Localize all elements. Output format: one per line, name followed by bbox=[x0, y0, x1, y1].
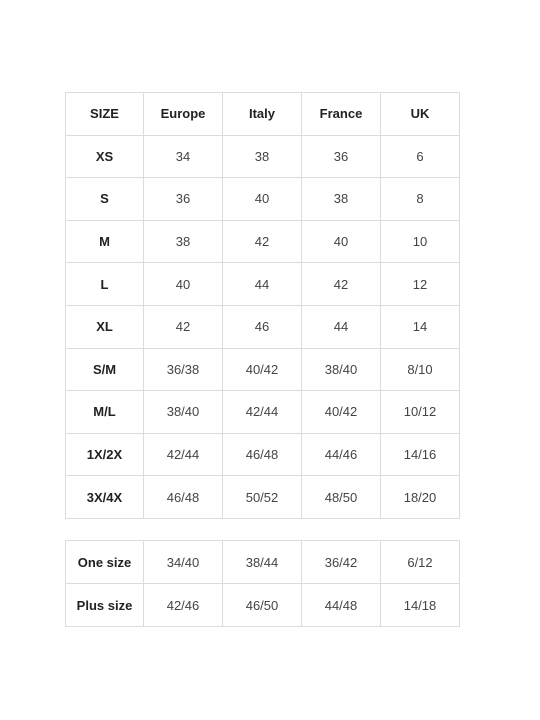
size-label-cell: XS bbox=[66, 135, 144, 178]
table-header-row bbox=[66, 93, 460, 136]
table-row bbox=[66, 541, 460, 584]
table-cell: 42 bbox=[144, 305, 223, 348]
table-cell: 46/48 bbox=[223, 433, 302, 476]
table-cell: 38/40 bbox=[144, 391, 223, 434]
table-cell: 40/42 bbox=[223, 348, 302, 391]
table-cell: 40 bbox=[302, 220, 381, 263]
special-sizes-body bbox=[66, 541, 460, 627]
table-row bbox=[66, 135, 460, 178]
table-cell: 38 bbox=[302, 178, 381, 221]
table-cell: 38/44 bbox=[223, 541, 302, 584]
table-cell: 8/10 bbox=[381, 348, 460, 391]
column-header: France bbox=[302, 93, 381, 136]
table-row bbox=[66, 584, 460, 627]
table-cell: 12 bbox=[381, 263, 460, 306]
table-row bbox=[66, 178, 460, 221]
table-cell: 14 bbox=[381, 305, 460, 348]
table-cell: 46/48 bbox=[144, 476, 223, 519]
table-cell: 34/40 bbox=[144, 541, 223, 584]
table-cell: 42 bbox=[302, 263, 381, 306]
table-cell: 36 bbox=[302, 135, 381, 178]
column-header: Italy bbox=[223, 93, 302, 136]
table-cell: 6/12 bbox=[381, 541, 460, 584]
size-label-cell: XL bbox=[66, 305, 144, 348]
table-cell: 14/18 bbox=[381, 584, 460, 627]
table-cell: 46 bbox=[223, 305, 302, 348]
table-row bbox=[66, 263, 460, 306]
table-cell: 40 bbox=[144, 263, 223, 306]
table-cell: 44 bbox=[302, 305, 381, 348]
table-cell: 42/44 bbox=[144, 433, 223, 476]
table-row bbox=[66, 476, 460, 519]
size-label-cell: M bbox=[66, 220, 144, 263]
size-label-cell: One size bbox=[66, 541, 144, 584]
table-cell: 40/42 bbox=[302, 391, 381, 434]
column-header: UK bbox=[381, 93, 460, 136]
table-cell: 44 bbox=[223, 263, 302, 306]
table-row bbox=[66, 305, 460, 348]
table-cell: 42/46 bbox=[144, 584, 223, 627]
size-label-cell: 1X/2X bbox=[66, 433, 144, 476]
table-cell: 18/20 bbox=[381, 476, 460, 519]
table-cell: 36/38 bbox=[144, 348, 223, 391]
size-label-cell: Plus size bbox=[66, 584, 144, 627]
table-cell: 38 bbox=[223, 135, 302, 178]
size-label-cell: M/L bbox=[66, 391, 144, 434]
special-sizes-table bbox=[65, 540, 460, 627]
table-cell: 48/50 bbox=[302, 476, 381, 519]
table-cell: 8 bbox=[381, 178, 460, 221]
table-cell: 50/52 bbox=[223, 476, 302, 519]
table-cell: 10 bbox=[381, 220, 460, 263]
table-cell: 6 bbox=[381, 135, 460, 178]
table-row bbox=[66, 391, 460, 434]
table-cell: 36/42 bbox=[302, 541, 381, 584]
table-row bbox=[66, 348, 460, 391]
size-label-cell: S/M bbox=[66, 348, 144, 391]
table-row bbox=[66, 433, 460, 476]
table-cell: 46/50 bbox=[223, 584, 302, 627]
table-cell: 38/40 bbox=[302, 348, 381, 391]
size-chart-body bbox=[66, 93, 460, 519]
table-cell: 40 bbox=[223, 178, 302, 221]
size-chart-table bbox=[65, 92, 460, 519]
table-cell: 10/12 bbox=[381, 391, 460, 434]
table-cell: 14/16 bbox=[381, 433, 460, 476]
table-cell: 44/46 bbox=[302, 433, 381, 476]
table-cell: 36 bbox=[144, 178, 223, 221]
column-header: Europe bbox=[144, 93, 223, 136]
size-label-cell: 3X/4X bbox=[66, 476, 144, 519]
table-cell: 44/48 bbox=[302, 584, 381, 627]
column-header: SIZE bbox=[66, 93, 144, 136]
table-cell: 34 bbox=[144, 135, 223, 178]
table-cell: 42 bbox=[223, 220, 302, 263]
table-cell: 38 bbox=[144, 220, 223, 263]
size-label-cell: S bbox=[66, 178, 144, 221]
table-cell: 42/44 bbox=[223, 391, 302, 434]
table-row bbox=[66, 220, 460, 263]
size-label-cell: L bbox=[66, 263, 144, 306]
